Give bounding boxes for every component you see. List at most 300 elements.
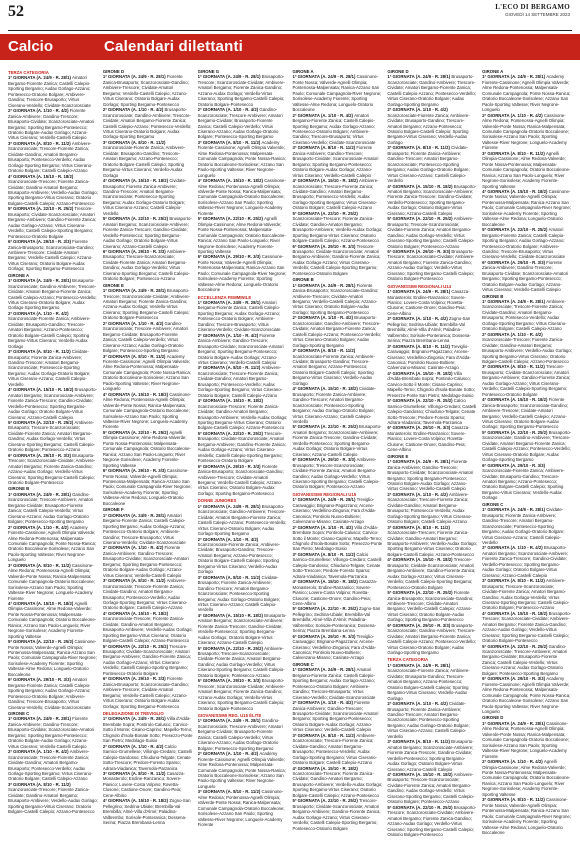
round-fixtures: Brusaporto-Trescore; Scanzorosciate-Cividate; Ambivere-Amatori Bergamo; Fiorente Zanica-Gandino; Azzano-Audax Gorlago; Verdello-Virtus Ciserano; Sporting Bergamo-Castelli Calepio; Oratorio Bolgare-Pontesecco [387,248,475,282]
round-dates: (A. 24/9 - R. 28/1) [320,497,357,503]
round-label: 3ª GIORNATA [102,139,132,145]
round-dates: (A. 1/10 - R. 4/2) [415,491,450,497]
round-label: 2ª GIORNATA [197,332,227,338]
round-label: 5ª GIORNATA [197,645,227,651]
round-label: 5ª GIORNATA [8,639,37,645]
round-entry [198,74,288,107]
round-label: 3ª GIORNATA [197,789,227,795]
round-dates: (A. 15/10 - R. 18/2) [510,610,549,616]
round-entry [198,300,288,333]
round-entry [292,348,382,386]
round-entry [292,315,382,348]
round-dates: (A. 24/9 - R. 28/1) [36,75,73,81]
round-entry [292,606,382,633]
round-dates: (A. 15/10 - R. 18/2) [320,178,359,184]
round-entry [198,107,288,140]
round-dates: (A. 22/10 - R. 25/2) [131,216,170,222]
round-label: 1ª GIORNATA [197,718,227,724]
round-dates: (A. 15/10 - R. 18/2) [131,391,170,397]
round-dates: (A. 8/10 - R. 11/2) [226,139,262,145]
round-dates: (A. 29/10 - R. 3/3) [510,462,546,468]
round-label: 2ª GIORNATA [292,700,321,706]
round-fixtures: Academy Fiorente-Cassinone; Agnelli Olimpia Valverde; Alme Redona-Pontenossa; Malpensata-Comunale Campagnola; Ponte Nossa-Ranica; Oratorio Boccaleone-Sorisolese; Azzano San Paolo-Sporting Valtesse; River Negrone-Longuelo [482,676,571,715]
round-label: 3ª GIORNATA [387,524,416,530]
round-dates: (A. 8/10 - R. 11/2) [131,353,167,359]
round-fixtures: Cividate-Brusaporto; Fiorente Zanica-Ambivere; Gandino-Trescore; Amatori Bergamo-Scanzorosciate; Pontesecco-Sporting Bergamo; Audax Gorlago-Oratorio Bolgare; Virtus Ciserano-Azzano; Castelli Calepio-Verdello [292,386,376,424]
round-entry [8,563,98,601]
round-fixtures: Trescore-Brusaporto; Cividate-Scanzorosciate; Amatori Bergamo-Ambivere; Gandino-Fiorente Zanica; Audax Gorlago-Azzano; Virtus Ciserano-Verdello; Castelli Calepio-Sporting Bergamo; Pontesecco-Oratorio Bolgare [482,364,571,397]
round-fixtures: Agnelli Olimpia-Cassinone; Alme Redona-Valverde; Ponte Nossa-Pontenossa; Malpensata-Comunale Campagnola; Oratorio Boccaleone-Ranica; Azzano San Paolo-Longuelo; River Negrone-Sorisolese; Academy Fiorente-Sporting Valtesse [197,216,286,254]
round-dates: (A. 8/10 - R. 11/2) [415,739,452,745]
round-label: 4ª GIORNATA [482,188,511,194]
round-entry [292,244,382,277]
round-dates: (A. 15/10 - R. 18/2) [36,387,75,393]
round-dates: (A. 24/9 - R. 28/1) [36,491,73,497]
round-label: 6ª GIORNATA [102,676,132,682]
group-heading: GIRONE A [292,69,314,74]
group-heading: GIRONE E [387,453,409,459]
round-dates: (A. 24/9 - R. 28/1) [320,282,357,288]
round-label: 4ª GIORNATA [102,391,132,397]
round-dates: (A. 8/10 - R. 11/2) [226,574,262,580]
round-fixtures: Cassinone-Ponte Nossa; Valverde-Agnelli Olimpia; Pontenossa-Malpensata; Ranica-Azzano San Paolo; Comunale Campagnola-River Negrone; Sorisolese-Academy Fiorente; Sporting Valtesse-Alme Redona; Longuelo-Oratorio Boccaleone [8,639,97,677]
round-dates: (A. 8/10 - R. 11/2) [510,150,546,156]
round-dates: (A. 1/10 - R. 4/2) [320,315,355,321]
round-fixtures: Fiorente Zanica-Brusaporto; Scanzorosciate-Gandino; Ambivere-Trescore; Cividate-Amatori Bergamo; Verdello-Castelli Calepio; Azzano-Virtus Ciserano; Oratorio Bolgare-Audax Gorlago; Sporting Bergamo-Pontesecco [102,676,189,709]
round-fixtures: Brusaporto-Scanzorosciate; Gandino-Ambivere; Trescore-Cividate; Amatori Bergamo-Fiorente Zanica; Castelli Calepio-Azzano; Pontesecco-Verdello; Virtus Ciserano-Oratorio Bolgare; Audax Gorlago-Sporting Bergamo [387,74,476,107]
round-fixtures: Fiorente Zanica-Ambivere; Gandino-Trescore; Brusaporto-Cividate; Scanzorosciate-Amatori Bergamo; Sporting Bergamo-Pontesecco; Oratorio Bolgare-Audax Gorlago; Azzano-Virtus Ciserano; Verdello-Castelli Calepio [292,145,379,178]
round-fixtures: Fiorente Zanica-Brusaporto; Scanzorosciate-Gandino; Ambivere-Trescore; Cividate-Amatori Bergamo; Verdello-Castelli Calepio; Azzano-Virtus Ciserano; Oratorio Bolgare-Audax Gorlago; Sporting Bergamo-Pontesecco [197,463,284,496]
round-label: 4ª GIORNATA [197,178,227,184]
round-label: 6ª GIORNATA [102,248,132,254]
round-dates: (A. 22/10 - R. 25/2) [415,398,454,404]
round-fixtures: Academy Fiorente-Cassinone; Agnelli Olimpia Valverde; Alme Redona-Pontenossa; Malpensata-Comunale Campagnola; Ponte Nossa-Ranica; Oratorio Boccaleone-Sorisolese; Azzano San Paolo-Sporting Valtesse; River Negrone-Longuelo [8,524,97,563]
round-label: 5ª GIORNATA [292,606,321,612]
round-label: 4ª GIORNATA [292,386,321,392]
round-dates: (A. 24/9 - R. 28/1) [415,289,452,295]
round-entry [482,113,572,151]
round-label: 2ª GIORNATA [102,320,132,326]
round-fixtures: Agnelli Olimpia-Cassinone; Alme Redona-Valverde; Ponte Nossa-Pontenossa; Malpensata-Comunale Campagnola; Oratorio Boccaleone-Ranica; Azzano San Paolo-Longuelo; River Negrone-Sorisolese; Academy Fiorente-Sporting Valtesse [482,150,571,189]
group-heading: GIOVANISSIMI REG. U15 ÉLITE [197,713,262,719]
round-dates: (A. 15/10 - R. 18/2) [510,397,549,403]
round-fixtures: Cividate-Brusaporto; Fiorente Zanica-Ambivere; Gandino-Trescore; Amatori Bergamo-Scanzorosciate; Pontesecco-Sporting Bergamo; Audax Gorlago-Oratorio Bolgare; Virtus Ciserano-Azzano; Castelli Calepio-Verdello [482,507,565,545]
round-entry [103,611,193,644]
round-dates: (A. 29/10 - R. 3/3) [510,259,547,265]
group-heading: GIRONE C [8,711,30,717]
round-dates: (A. 22/10 - R. 25/2) [320,606,359,612]
round-fixtures: Cassinone-Ponte Nossa; Valverde-Agnelli Olimpia; Pontenossa-Malpensata; Ranica-Azzano San Paolo; Comunale Campagnola-River Negrone; Sorisolese-Academy Fiorente; Sporting Valtesse-Alme Redona; Longuelo-Oratorio Boccaleone [292,74,382,113]
round-dates: (A. 1/10 - R. 4/2) [320,524,355,530]
round-dates: (A. 8/10 - R. 11/2) [320,145,357,151]
round-label: 3ª GIORNATA [482,797,511,803]
round-dates: (A. 24/9 - R. 28/1) [510,507,547,513]
round-dates: (A. 22/10 - R. 25/2) [226,645,265,651]
round-fixtures: Villa d'Adda-Brembate Sopra; Pontirolo-Calusco; Carvico-Sotto il Monte; Cisano-Caprino; Mapello-Terno; Chignolo d'Isola-Bonate Sotto; Presezzo-Ponte San Pietro; Medolago-Suisio [292,524,383,552]
round-entry [387,398,477,425]
group-heading: GIRONE B [292,277,314,283]
round-fixtures: Brusaporto-Amatori Bergamo; Scanzorosciate-Ambivere; Fiorente Zanica-Trescore; Gandino-Cividate; Verdello-Pontesecco; Sporting Bergamo-Audax Gorlago; Oratorio Bolgare-Virtus Ciserano; Azzano-Castelli Calepio [197,612,287,646]
round-fixtures: Amatori Bergamo-Fiorente Zanica; Castelli Calepio-Sporting Bergamo; Audax Gorlago-Azzano; Pontesecco-Oratorio Bolgare; Ambivere-Gandino; Trescore-Brusaporto; Virtus Ciserano-Verdello; Cividate-Scanzorosciate [482,227,566,260]
round-label: 2ª GIORNATA [197,107,227,113]
round-label: 3ª GIORNATA [8,562,37,568]
round-dates: (A. 24/9 - R. 28/1) [320,667,357,673]
round-label: 4ª GIORNATA [102,798,132,804]
round-fixtures: Scanzorosciate-Trescore; Fiorente Zanica-Cividate; Gandino-Amatori Bergamo; Brusaporto-Ambivere; Verdello-Audax Gorlago; Sporting Bergamo-Virtus Ciserano; Oratorio Bolgare-Castelli Calepio; Azzano-Pontesecco [8,787,98,815]
round-fixtures: Cassinone-Alme Redona; Pontenossa-Agnelli Olimpia; Valverde-Ponte Nossa; Ranica-Malpensata; Comunale Campagnola-Oratorio Boccaleone; Sorisolese-Azzano San Paolo; Sporting Valtesse-River Negrone; Longuelo-Academy Fiorente [482,112,570,151]
round-label: 1ª GIORNATA [387,662,416,668]
round-entry [482,332,572,365]
round-dates: (A. 1/10 - R. 4/2) [226,536,259,542]
round-fixtures: Scanzorosciate-Trescore; Fiorente Zanica-Cividate; Gandino-Amatori Bergamo; Brusaporto-Ambivere; Verdello-Audax Gorlago; Sporting Bergamo-Virtus Ciserano; Oratorio Bolgare-Castelli Calepio; Azzano-Pontesecco [292,771,383,798]
round-entry [387,249,477,282]
round-fixtures: Amatori Bergamo-Fiorente Zanica; Castelli Calepio-Sporting Bergamo; Audax Gorlago-Azzano; Pontesecco-Oratorio Bolgare; Ambivere-Gandino; Trescore-Brusaporto; Virtus Ciserano-Verdello; Cividate-Scanzorosciate [8,75,91,108]
round-entry [387,525,477,558]
round-label: 2ª GIORNATA [102,107,132,113]
group-heading: TERZA CATEGORIA [387,657,429,663]
round-label: 4ª GIORNATA [8,387,37,393]
calendar-column [387,68,477,844]
round-entry [482,545,572,578]
round-fixtures: Brusaporto-Amatori Bergamo; Scanzorosciate-Ambivere; Fiorente Zanica-Trescore; Gandino-Cividate; Verdello-Pontesecco; Sporting Bergamo-Audax Gorlago; Oratorio Bolgare-Virtus Ciserano; Azzano-Castelli Calepio [482,545,569,578]
round-fixtures: Trescore-Brusaporto; Cividate-Scanzorosciate; Amatori Bergamo-Ambivere; Gandino-Fiorente Zanica; Audax Gorlago-Azzano; Virtus Ciserano-Verdello; Castelli Calepio-Sporting Bergamo; Pontesecco-Oratorio Bolgare [292,243,381,276]
round-fixtures: Gandino-Scanzorosciate; Trescore-Ambivere; Amatori Bergamo-Cividate; Brusaporto-Fiorente Zanica; Castelli Calepio-Verdello; Virtus Ciserano-Azzano; Audax Gorlago-Oratorio Bolgare; Pontesecco-Sporting Bergamo [197,107,283,140]
round-dates: (A. 22/10 - R. 25/2) [36,639,75,645]
round-label: 2ª GIORNATA [8,524,37,530]
round-fixtures: Brusaporto-Scanzorosciate; Gandino-Ambivere; Trescore-Cividate; Amatori Bergamo-Fiorente Zanica; Castelli Calepio-Azzano; Pontesecco-Verdello; Virtus Ciserano-Oratorio Bolgare; Audax Gorlago-Sporting Bergamo [482,429,572,463]
group-heading: GIRONE G [197,69,220,74]
round-dates: (A. 8/10 - R. 11/2) [226,365,262,371]
round-label: 4ª GIORNATA [482,610,511,616]
round-entry [103,178,193,216]
round-fixtures: Treviglio-Caravaggio; Brignano-Pagazzano; Arcene-Ciserano; Verdellino-Zingonia; Fara d'Adda-Canonica; Pontirolo Nuovo-Boltiere; Calvenzano-Misano; Casirate-Arzago [387,343,471,371]
round-dates: (A. 22/10 - R. 25/2) [36,206,75,212]
round-entry [8,749,98,782]
round-entry [482,299,572,332]
round-entry [198,431,288,464]
round-label: 6ª GIORNATA [102,468,132,474]
group-heading: GIOVANISSIMI REGIONALI U14 [387,283,451,289]
round-fixtures: Scanzorosciate-Fiorente Zanica; Ambivere-Cividate; Brusaporto-Gandino; Trescore-Amatori Bergamo; Azzano-Pontesecco; Oratorio Bolgare-Castelli Calepio; Sporting Bergamo-Virtus Ciserano; Verdello-Audax Gorlago [102,145,186,178]
round-dates: (A. 24/9 - R. 28/1) [415,662,451,668]
round-entry [198,537,288,575]
round-fixtures: Ambivere-Scanzorosciate; Trescore-Fiorente Zanica; Cividate-Gandino; Amatori Bergamo-Brusaporto; Pontesecco-Verdello; Audax Gorlago-Sporting Bergamo; Virtus Ciserano-Oratorio Bolgare; Castelli Calepio-Azzano [8,140,93,174]
round-entry [8,492,98,525]
round-fixtures: Cassinone-Alme Redona; Pontenossa-Agnelli Olimpia; Valverde-Ponte Nossa; Ranica-Malpensata; Comunale Campagnola-Oratorio Boccaleone; Sorisolese-Azzano San Paolo; Sporting Valtesse-River Negrone; Longuelo-Academy Fiorente [197,178,286,216]
round-dates: (A. 1/10 - R. 4/2) [415,701,450,707]
round-dates: (A. 24/9 - R. 28/1) [226,74,262,80]
page-title: Calendari dilettanti [104,38,244,55]
round-label: 5ª GIORNATA [387,590,416,596]
round-entry [482,721,572,759]
round-label: 2ª GIORNATA [8,310,37,316]
round-fixtures: Brusaporto-Trescore; Scanzorosciate-Cividate; Ambivere-Amatori Bergamo; Fiorente Zanica-Gandino; Azzano-Audax Gorlago; Verdello-Virtus Ciserano; Sporting Bergamo-Castelli Calepio; Oratorio Bolgare-Pontesecco [387,804,477,837]
round-entry [8,677,98,710]
round-fixtures: Fiorente Zanica-Brusaporto; Scanzorosciate-Gandino; Ambivere-Trescore; Cividate-Amatori Bergamo; Verdello-Castelli Calepio; Azzano-Virtus Ciserano; Oratorio Bolgare-Audax Gorlago; Sporting Bergamo-Pontesecco [482,397,569,430]
round-dates: (A. 8/10 - R. 11/2) [226,789,262,795]
round-label: 3ª GIORNATA [102,353,132,359]
round-dates: (A. 29/10 - R. 3/3) [131,468,167,474]
round-dates: (A. 8/10 - R. 11/2) [131,771,167,776]
round-dates: (A. 22/10 - R. 25/2) [226,216,265,222]
round-fixtures: Academy Fiorente-Cassinone; Agnelli Olimpia Valverde; Alme Redona-Pontenossa; Malpensata-Comunale Campagnola; Ponte Nossa-Ranica; Oratorio Boccaleone-Sorisolese; Azzano San Paolo-Sporting Valtesse; River Negrone-Longuelo [482,74,571,113]
round-entry [103,321,193,354]
round-dates: (A. 15/10 - R. 18/2) [131,798,170,804]
round-entry [482,397,572,430]
round-label: 1ª GIORNATA [292,74,321,80]
round-entry [482,189,572,227]
round-label: 4ª GIORNATA [102,178,132,184]
round-fixtures: Zogno-San Pellegrino; Sedrina-Ubiale; Brembilla-Val Brembilla; Almè-Villa d'Almè; Paladina-Valbrembo; Sorisole-Ponteranica; Dossena-Serina; Piazza Brembana-Lenna [387,316,471,344]
round-dates: (A. 8/10 - R. 11/2) [510,364,546,370]
round-dates: (A. 24/9 - R. 28/1) [131,288,167,294]
round-fixtures: Trescore-Brusaporto; Cividate-Scanzorosciate; Amatori Bergamo-Ambivere; Gandino-Fiorente Zanica; Audax Gorlago-Azzano; Virtus Ciserano-Verdello; Castelli Calepio-Sporting Bergamo; Pontesecco-Oratorio Bolgare [102,643,191,676]
round-fixtures: Trescore-Brusaporto; Cividate-Scanzorosciate; Amatori Bergamo-Ambivere; Gandino-Fiorente Zanica; Audax Gorlago-Azzano; Virtus Ciserano-Verdello; Castelli Calepio-Sporting Bergamo; Pontesecco-Oratorio Bolgare [387,557,476,590]
round-label: 4ª GIORNATA [292,579,321,585]
round-label: 1ª GIORNATA [197,300,227,306]
calendar-column [8,68,98,844]
round-label: 6ª GIORNATA [8,677,37,683]
round-entry [292,700,382,733]
round-label: 6ª GIORNATA [292,243,321,249]
round-label: 3ª GIORNATA [292,732,321,738]
round-dates: (A. 24/9 - R. 28/1) [226,300,262,306]
round-label: 2ª GIORNATA [387,701,416,707]
round-fixtures: Cassinone-Ponte Nossa; Valverde-Agnelli Olimpia; Pontenossa-Malpensata; Ranica-Azzano San Paolo; Comunale Campagnola-River Negrone; Sorisolese-Academy Fiorente; Sporting Valtesse-Alme Redona; Longuelo-Oratorio Boccaleone [102,468,192,506]
round-fixtures: Ambivere-Scanzorosciate; Trescore-Fiorente Zanica; Cividate-Gandino; Amatori Bergamo-Brusaporto; Pontesecco-Verdello; Audax Gorlago-Sporting Bergamo; Virtus Ciserano-Oratorio Bolgare; Castelli Calepio-Azzano [292,178,379,211]
round-entry [482,578,572,611]
round-label: 2ª GIORNATA [387,316,416,322]
round-entry [103,288,193,321]
round-dates: (A. 8/10 - R. 11/2) [320,348,356,354]
calendar-columns [8,68,572,844]
round-dates: (A. 29/10 - R. 3/3) [320,243,357,249]
round-entry [292,766,382,799]
round-fixtures: Brusaporto-Scanzorosciate; Gandino-Ambivere; Trescore-Cividate; Amatori Bergamo-Fiorente Zanica; Castelli Calepio-Azzano; Pontesecco-Verdello; Virtus Ciserano-Oratorio Bolgare; Audax Gorlago-Sporting Bergamo [197,503,287,537]
round-entry [292,178,382,211]
round-dates: (A. 1/10 - R. 4/2) [415,316,450,322]
round-dates: (A. 22/10 - R. 25/2) [36,420,75,425]
round-dates: (A. 22/10 - R. 25/2) [510,429,549,435]
round-entry [198,464,288,497]
round-entry [387,772,477,805]
round-label: 2ª GIORNATA [8,749,37,755]
round-dates: (A. 1/10 - R. 4/2) [36,108,70,114]
round-entry [103,74,193,107]
round-entry [387,805,477,838]
round-dates: (A. 8/10 - R. 11/2) [320,551,357,557]
round-label: 3ª GIORNATA [292,551,321,557]
round-label: 4ª GIORNATA [8,600,37,606]
round-fixtures: Fiorente Zanica-Ambivere; Gandino-Trescore; Brusaporto-Cividate; Scanzorosciate-Amatori Bergamo; Sporting Bergamo-Pontesecco; Oratorio Bolgare-Audax Gorlago; Azzano-Virtus Ciserano; Verdello-Castelli Calepio [387,459,474,492]
round-fixtures: Brusaporto-Scanzorosciate; Gandino-Ambivere; Trescore-Cividate; Amatori Bergamo-Fiorente Zanica; Castelli Calepio-Azzano; Pontesecco-Verdello; Virtus Ciserano-Oratorio Bolgare; Audax Gorlago-Sporting Bergamo [387,622,476,656]
round-entry [198,216,288,254]
masthead: L'ECO DI BERGAMO [495,3,570,11]
round-entry [198,613,288,646]
round-label: 2ª GIORNATA [197,536,227,542]
round-entry [103,468,193,506]
round-entry [8,782,98,815]
round-fixtures: Scanzorosciate-Trescore; Fiorente Zanica-Cividate; Gandino-Amatori Bergamo; Brusaporto-Ambivere; Verdello-Audax Gorlago; Sporting Bergamo-Virtus Ciserano; Oratorio Bolgare-Castelli Calepio; Azzano-Pontesecco [102,616,193,644]
round-fixtures: Scanzorosciate-Trescore; Fiorente Zanica-Cividate; Gandino-Amatori Bergamo; Brusaporto-Ambivere; Verdello-Audax Gorlago; Sporting Bergamo-Virtus Ciserano; Oratorio Bolgare-Castelli Calepio; Azzano-Pontesecco [387,530,478,557]
round-dates: (A. 29/10 - R. 3/3) [226,254,262,260]
round-label: 3ª GIORNATA [387,343,416,349]
round-entry [387,701,477,739]
round-entry [8,141,98,174]
round-dates: (A. 22/10 - R. 25/2) [320,798,359,804]
round-entry [387,557,477,590]
round-label: 2ª GIORNATA [292,524,321,530]
round-fixtures: Treviglio-Caravaggio; Brignano-Pagazzano; Arcene-Ciserano; Verdellino-Zingonia; Fara d'Adda-Canonica; Pontirolo Nuovo-Boltiere; Calvenzano-Misano; Casirate-Arzago [292,633,376,661]
round-entry [8,716,98,749]
round-fixtures: Gandino-Scanzorosciate; Trescore-Ambivere; Amatori Bergamo-Cividate; Brusaporto-Fiorente Zanica; Castelli Calepio-Verdello; Virtus Ciserano-Azzano; Audax Gorlago-Oratorio Bolgare; Pontesecco-Sporting Bergamo [197,718,283,751]
round-entry [8,453,98,486]
round-label: 1ª GIORNATA [8,278,37,284]
round-dates: (A. 15/10 - R. 18/2) [415,183,454,189]
round-entry [103,354,193,392]
round-fixtures: Brusaporto-Scanzorosciate; Gandino-Ambivere; Trescore-Cividate; Amatori Bergamo-Fiorente Zanica; Castelli Calepio-Azzano; Pontesecco-Verdello; Virtus Ciserano-Oratorio Bolgare; Audax Gorlago-Sporting Bergamo [8,278,97,311]
group-heading: DONNE JUNIORES [197,498,237,504]
round-entry [292,525,382,552]
round-dates: (A. 1/10 - R. 4/2) [131,107,165,113]
round-label: 5ª GIORNATA [102,216,132,222]
round-dates: (A. 15/10 - R. 18/2) [131,610,169,616]
round-dates: (A. 15/10 - R. 18/2) [320,386,359,392]
round-entry [387,425,477,452]
round-fixtures: Cassinone-Ponte Nossa; Valverde-Agnelli Olimpia; Pontenossa-Malpensata; Ranica-Azzano San Paolo; Comunale Campagnola-River Negrone; Sorisolese-Academy Fiorente; Sporting Valtesse-Alme Redona; Longuelo-Oratorio Boccaleone [197,254,287,293]
round-dates: (A. 8/10 - R. 11/2) [131,139,166,145]
round-fixtures: Casazza-Monasterolo; Endine-Ranzanico; Sovere-Pianico; Lovere-Costa Volpino; Rovetta-Clusone; Castione-Onore; Gandino-Peia; Cene-Albino [102,771,185,798]
round-entry [198,646,288,679]
round-dates: (A. 24/9 - R. 28/1) [415,74,452,80]
round-entry [387,316,477,343]
round-label: 4ª GIORNATA [387,772,416,777]
round-entry [198,398,288,431]
round-label: 5ª GIORNATA [8,206,37,212]
round-entry [103,744,193,771]
round-entry [103,249,193,282]
round-dates: (A. 29/10 - R. 3/3) [131,248,167,254]
round-dates: (A. 1/10 - R. 4/2) [36,310,69,316]
round-fixtures: Fiorente Zanica-Ambivere; Gandino-Trescore; Brusaporto-Cividate; Scanzorosciate-Amatori Bergamo; Sporting Bergamo-Pontesecco; Oratorio Bolgare-Audax Gorlago; Azzano-Virtus Ciserano; Verdello-Castelli Calepio [102,545,189,578]
round-entry [387,459,477,492]
round-fixtures: Treviglio-Caravaggio; Brignano-Pagazzano; Arcene-Ciserano; Verdellino-Zingonia; Fara d'Adda-Canonica; Pontirolo Nuovo-Boltiere; Calvenzano-Misano; Casirate-Arzago [292,497,376,525]
round-fixtures: Gandino-Scanzorosciate; Trescore-Ambivere; Amatori Bergamo-Cividate; Brusaporto-Fiorente Zanica; Castelli Calepio-Verdello; Virtus Ciserano-Azzano; Audax Gorlago-Oratorio Bolgare; Pontesecco-Sporting Bergamo [102,320,188,354]
round-label: 1ª GIORNATA [197,503,227,509]
round-label: 1ª GIORNATA [197,74,227,80]
round-fixtures: Cassinone-Alme Redona; Pontenossa-Agnelli Olimpia; Valverde-Ponte Nossa; Ranica-Malpensata; Comunale Campagnola-Oratorio Boccaleone; Sorisolese-Azzano San Paolo; Sporting Valtesse-River Negrone; Longuelo-Academy Fiorente [8,562,95,601]
round-entry [387,492,477,525]
round-dates: (A. 24/9 - R. 28/1) [510,720,547,726]
round-entry [103,798,193,825]
round-fixtures: Brusaporto-Amatori Bergamo; Scanzorosciate-Ambivere; Fiorente Zanica-Trescore; Gandino-Cividate; Verdello-Pontesecco; Sporting Bergamo-Audax Gorlago; Oratorio Bolgare-Virtus Ciserano; Azzano-Castelli Calepio [102,216,192,249]
group-heading: DELEGAZIONE DI TREVIGLIO [102,711,164,717]
round-fixtures: Calcio Sarnico-Grumellese; Villongo-Credaro; Castelli Calepio-Gandosso; Chiuduno-Telgate; Cenate Sotto-Trescore; Predore-Foresto Sparso; Adrara-Viadanica; Tavernola-Parzanica [292,551,382,579]
round-fixtures: Cividate-Brusaporto; Fiorente Zanica-Ambivere; Gandino-Trescore; Amatori Bergamo-Scanzorosciate; Pontesecco-Sporting Bergamo; Audax Gorlago-Oratorio Bolgare; Virtus Ciserano-Azzano; Castelli Calepio-Verdello [387,145,470,184]
round-dates: (A. 15/10 - R. 18/2) [415,772,454,777]
round-fixtures: Amatori Bergamo-Fiorente Zanica; Castelli Calepio-Sporting Bergamo; Audax Gorlago-Azzano; Pontesecco-Oratorio Bolgare; Ambivere-Gandino; Trescore-Brusaporto; Virtus Ciserano-Verdello; Cividate-Scanzorosciate [292,112,376,145]
round-label: 1ª GIORNATA [102,512,132,518]
round-entry [292,798,382,831]
round-dates: (A. 24/9 - R. 28/1) [510,74,547,80]
round-label: 3ª GIORNATA [102,578,132,584]
round-fixtures: Academy Fiorente-Cassinone; Agnelli Olimpia Valverde; Alme Redona-Pontenossa; Malpensata-Comunale Campagnola; Ponte Nossa-Ranica; Oratorio Boccaleone-Sorisolese; Azzano San Paolo-Sporting Valtesse; River Negrone-Longuelo [197,139,286,178]
round-label: 5ª GIORNATA [102,429,132,435]
round-dates: (A. 15/10 - R. 18/2) [36,173,74,179]
round-fixtures: Villa d'Adda-Brembate Sopra; Pontirolo-Calusco; Carvico-Sotto il Monte; Cisano-Caprino; Mapello-Terno; Chignolo d'Isola-Bonate Sotto; Presezzo-Ponte San Pietro; Medolago-Suisio [102,716,193,744]
group-heading: GIRONE F [102,507,124,513]
round-entry [292,386,382,424]
round-dates: (A. 1/10 - R. 4/2) [510,331,543,337]
round-dates: (A. 24/9 - R. 28/1) [226,503,262,509]
round-dates: (A. 1/10 - R. 4/2) [320,112,355,118]
round-label: 1ª GIORNATA [8,491,37,497]
round-label: 3ª GIORNATA [292,145,321,151]
round-entry [292,497,382,524]
round-fixtures: Ambivere-Scanzorosciate; Trescore-Fiorente Zanica; Cividate-Gandino; Amatori Bergamo-Brusaporto; Pontesecco-Verdello; Audax Gorlago-Sporting Bergamo; Virtus Ciserano-Oratorio Bolgare; Castelli Calepio-Azzano [387,491,472,525]
round-fixtures: Scanzorosciate-Fiorente Zanica; Ambivere-Cividate; Brusaporto-Gandino; Trescore-Amatori Bergamo; Azzano-Pontesecco; Oratorio Bolgare-Castelli Calepio; Sporting Bergamo-Virtus Ciserano; Verdello-Audax Gorlago [482,468,565,501]
round-label: 4ª GIORNATA [102,610,132,616]
round-entry [103,513,193,546]
round-dates: (A. 22/10 - R. 25/2) [320,210,358,216]
round-fixtures: Ambivere-Brusaporto; Trescore-Scanzorosciate; Cividate-Fiorente Zanica; Amatori Bergamo-Gandino; Audax Gorlago-Verdello; Virtus Ciserano-Sporting Bergamo; Castelli Calepio-Oratorio Bolgare; Pontesecco-Azzano [387,216,475,249]
round-entry [8,601,98,639]
round-label: 3ª GIORNATA [197,574,227,580]
calendar-column [103,68,193,844]
round-dates: (A. 1/10 - R. 4/2) [131,743,165,749]
round-dates: (A. 24/9 - R. 28/1) [36,716,73,722]
round-entry [103,140,193,178]
round-label: 6ª GIORNATA [387,248,416,254]
round-label: 2ª GIORNATA [197,751,227,757]
round-entry [8,174,98,207]
round-label: 1ª GIORNATA [482,74,511,80]
round-label: 4ª GIORNATA [292,178,321,184]
round-entry [387,184,477,217]
round-fixtures: Fiorente Zanica-Ambivere; Gandino-Trescore; Brusaporto-Cividate; Scanzorosciate-Amatori Bergamo; Sporting Bergamo-Pontesecco; Oratorio Bolgare-Audax Gorlago; Azzano-Virtus Ciserano; Verdello-Castelli Calepio [482,259,569,293]
round-fixtures: Scanzorosciate-Trescore; Fiorente Zanica-Cividate; Gandino-Amatori Bergamo; Brusaporto-Ambivere; Verdello-Audax Gorlago; Sporting Bergamo-Virtus Ciserano; Oratorio Bolgare-Castelli Calepio; Azzano-Pontesecco [8,179,98,206]
round-fixtures: Cividate-Brusaporto; Fiorente Zanica-Ambivere; Gandino-Trescore; Amatori Bergamo-Scanzorosciate; Pontesecco-Sporting Bergamo; Audax Gorlago-Oratorio Bolgare; Virtus Ciserano-Azzano; Castelli Calepio-Verdello [197,574,281,613]
round-dates: (A. 15/10 - R. 18/2) [415,557,454,563]
round-entry [387,344,477,371]
round-entry [198,504,288,537]
round-fixtures: Amatori Bergamo-Fiorente Zanica; Castelli Calepio-Sporting Bergamo; Audax Gorlago-Azzano; Pontesecco-Oratorio Bolgare; Ambivere-Gandino; Trescore-Brusaporto; Virtus Ciserano-Verdello; Cividate-Scanzorosciate [102,512,186,545]
group-heading: GIRONE A [8,272,30,278]
round-entry [387,74,477,107]
round-dates: (A. 22/10 - R. 25/2) [226,430,265,436]
round-label: 6ª GIORNATA [292,633,321,639]
round-label: 3ª GIORNATA [8,140,37,146]
round-entry [482,507,572,545]
group-heading: GIRONE C [482,501,504,507]
round-fixtures: Cassinone-Ponte Nossa; Valverde-Agnelli Olimpia; Pontenossa-Malpensata; Ranica-Azzano San Paolo; Comunale Campagnola-River Negrone; Sorisolese-Academy Fiorente; Sporting Valtesse-Alme Redona; Longuelo-Oratorio Boccaleone [482,797,571,835]
round-dates: (A. 1/10 - R. 4/2) [131,320,165,326]
round-fixtures: Academy Fiorente-Cassinone; Agnelli Olimpia Valverde; Alme Redona-Pontenossa; Malpensata-Comunale Campagnola; Ponte Nossa-Ranica; Oratorio Boccaleone-Sorisolese; Azzano San Paolo-Sporting Valtesse; River Negrone-Longuelo [197,751,286,789]
round-fixtures: Brusaporto-Amatori Bergamo; Scanzorosciate-Ambivere; Fiorente Zanica-Trescore; Gandino-Cividate; Verdello-Pontesecco; Sporting Bergamo-Audax Gorlago; Oratorio Bolgare-Virtus Ciserano; Azzano-Castelli Calepio [387,739,474,772]
round-entry [8,75,98,108]
round-entry [8,311,98,349]
round-fixtures: Trescore-Brusaporto; Cividate-Scanzorosciate; Amatori Bergamo-Ambivere; Gandino-Fiorente Zanica; Audax Gorlago-Azzano; Virtus Ciserano-Verdello; Castelli Calepio-Sporting Bergamo; Pontesecco-Oratorio Bolgare [292,798,381,831]
page-number: 52 [8,3,24,20]
round-dates: (A. 1/10 - R. 4/2) [226,332,260,338]
round-entry [482,364,572,397]
round-fixtures: Cividate-Brusaporto; Fiorente Zanica-Ambivere; Gandino-Trescore; Amatori Bergamo-Scanzorosciate; Pontesecco-Sporting Bergamo; Audax Gorlago-Oratorio Bolgare; Virtus Ciserano-Azzano; Castelli Calepio-Verdello [387,701,470,739]
round-entry [8,239,98,272]
round-entry [292,113,382,146]
round-entry [482,430,572,463]
round-dates: (A. 22/10 - R. 25/2) [320,424,359,430]
group-heading: GIRONE B [8,486,30,492]
